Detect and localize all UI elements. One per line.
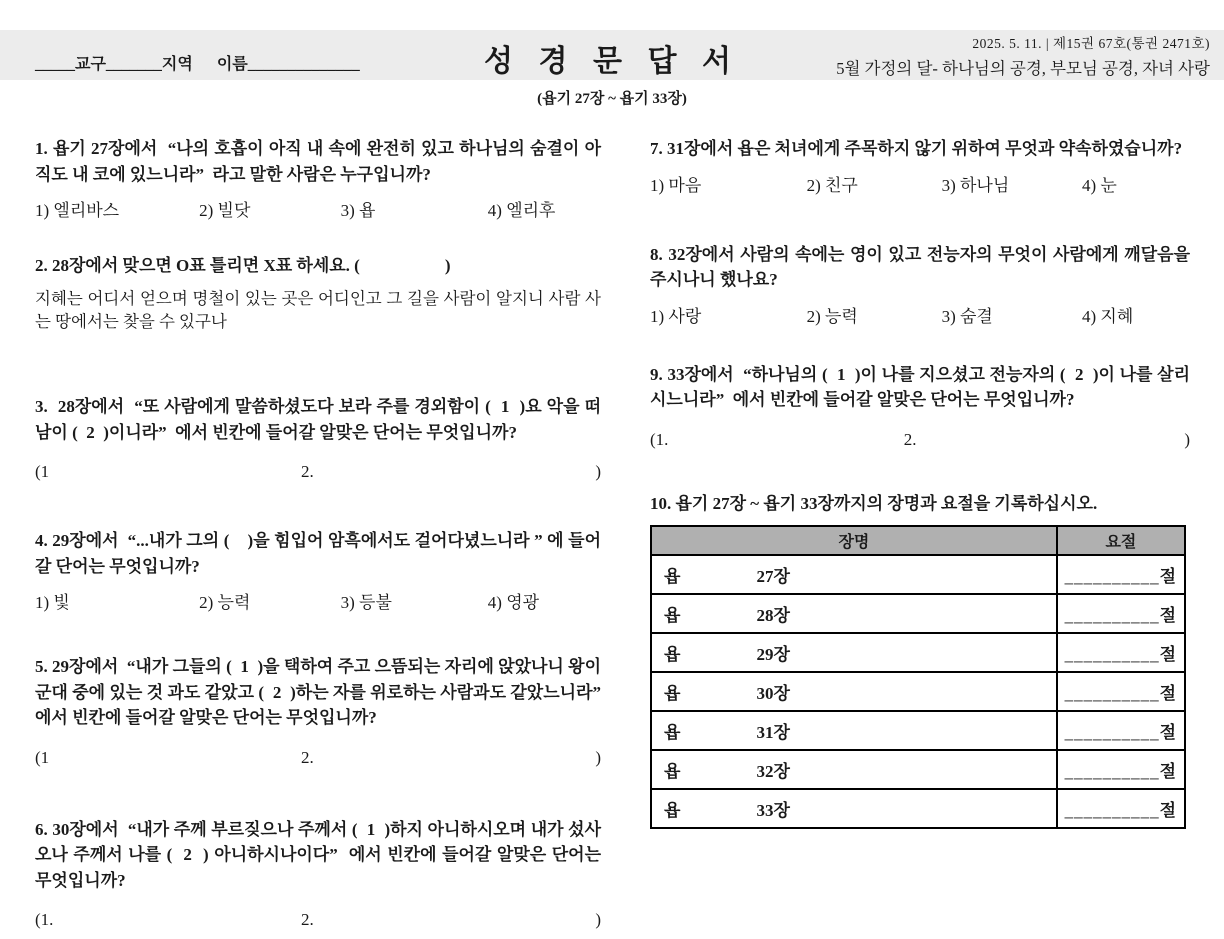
verse-unit-label: 절 [1159, 645, 1176, 664]
book-label: 욥 [664, 645, 681, 664]
book-label: 욥 [664, 684, 681, 703]
verse-blank: __________ [1064, 645, 1160, 664]
table-row [651, 672, 1185, 711]
answer-blank-close: ) [595, 910, 601, 930]
answer-blank-line [35, 748, 601, 768]
verse-unit-label: 절 [1159, 684, 1176, 703]
book-label: 욥 [664, 762, 681, 781]
column-header-key-verse: 요절 [1057, 526, 1185, 555]
option-2: 2) 능력 [806, 306, 858, 326]
answer-blank-1: (1. [650, 429, 669, 449]
chapter-label: 28장 [756, 606, 790, 625]
answer-blank-close: ) [1184, 429, 1190, 449]
question-options [35, 588, 601, 613]
option-4: 4) 엘리후 [487, 201, 556, 220]
left-column [35, 130, 610, 930]
option-1: 1) 사랑 [650, 306, 702, 326]
question-3 [35, 394, 601, 482]
option-1: 1) 마음 [650, 175, 702, 195]
option-3: 3) 등불 [340, 593, 392, 613]
verse-unit-label: 절 [1159, 801, 1176, 820]
name-fields: _____교구_______지역 이름______________ [35, 56, 360, 73]
chapter-name-cell [651, 672, 1057, 711]
answer-blank-1: (1. [35, 910, 54, 930]
verse-unit-label: 절 [1159, 567, 1176, 586]
question-5 [35, 654, 610, 768]
option-2: 2) 친구 [806, 175, 858, 195]
option-4: 4) 영광 [487, 593, 540, 613]
verse-blank-cell [1057, 672, 1185, 711]
table-row [651, 750, 1185, 789]
chapter-name-cell [651, 789, 1057, 828]
question-text: 9. 33장에서 “하나님의 ( 1 )이 나를 지으셨고 전능자의 ( 2 )이 나를 살리시느니라” 에서 빈칸에 들어갈 알맞은 단어는 무엇입니까? [650, 364, 1190, 409]
option-3: 3) 하나님 [941, 175, 1010, 195]
answer-blank-2: 2. [301, 910, 314, 930]
question-4 [35, 528, 601, 613]
answer-blank-1: (1 [35, 747, 50, 767]
answer-blank-close: ) [595, 747, 601, 767]
verse-blank: __________ [1064, 567, 1160, 586]
book-label: 욥 [664, 606, 681, 625]
question-passage: 지혜는 어디서 얻으며 명철이 있는 곳은 어디인고 그 길을 사람이 알지니 사람 사는 땅에서는 찾을 수 있구나 [35, 288, 601, 332]
question-8 [650, 242, 1195, 327]
verse-blank-cell [1057, 633, 1185, 672]
verse-blank-cell [1057, 711, 1185, 750]
chapter-name-cell [651, 555, 1057, 594]
table-row [651, 789, 1185, 828]
verse-blank-cell [1057, 750, 1185, 789]
chapter-name-cell [651, 594, 1057, 633]
verse-blank: __________ [1064, 723, 1160, 742]
right-column [650, 130, 1195, 829]
answer-blank-2: 2. [301, 747, 314, 767]
answer-blank-line [35, 462, 601, 482]
question-6 [35, 817, 606, 931]
answer-blank-1: (1 [35, 462, 50, 482]
verse-blank-cell [1057, 594, 1185, 633]
question-text: 8. 32장에서 사람의 속에는 영이 있고 전능자의 무엇이 사람에게 깨달음을 주시나니 했나요? [650, 244, 1195, 289]
table-row [651, 555, 1185, 594]
question-options [650, 171, 1190, 196]
table-row [651, 711, 1185, 750]
chapter-label: 29장 [756, 645, 790, 664]
scripture-range-subtitle: (욥기 27장 ~ 욥기 33장) [537, 91, 687, 107]
verse-unit-label: 절 [1159, 606, 1176, 625]
answer-blank-line [650, 430, 1190, 450]
option-3: 3) 욥 [340, 201, 376, 220]
question-text: 7. 31장에서 욥은 처녀에게 주목하지 않기 위하여 무엇과 약속하였습니까? [650, 139, 1183, 158]
answer-blank-2: 2. [301, 462, 314, 482]
verse-blank: __________ [1064, 684, 1160, 703]
answer-blank-line [35, 910, 601, 930]
verse-blank-cell [1057, 789, 1185, 828]
option-1: 1) 엘리바스 [35, 201, 120, 220]
option-4: 4) 지혜 [1081, 306, 1134, 326]
page-title: 성 경 문 답 서 [484, 45, 740, 78]
question-text: 2. 28장에서 맞으면 O표 틀리면 X표 하세요. ( ) [35, 256, 451, 275]
answer-blank-2: 2. [903, 429, 917, 449]
question-7 [650, 136, 1190, 196]
verse-blank: __________ [1064, 801, 1160, 820]
question-text: 1. 욥기 27장에서 “나의 호흡이 아직 내 속에 완전히 있고 하나님의 숨결이 아직도 내 코에 있느니라” 라고 말한 사람은 누구입니까? [35, 139, 601, 184]
question-1 [35, 136, 601, 221]
question-options [650, 302, 1190, 327]
chapter-label: 31장 [756, 723, 790, 742]
book-label: 욥 [664, 567, 681, 586]
chapter-name-cell [651, 633, 1057, 672]
answer-blank-close: ) [595, 462, 601, 482]
monthly-theme-line: 5월 가정의 달- 하나님의 공경, 부모님 공경, 자녀 사랑 [836, 59, 1210, 78]
chapter-name-cell [651, 750, 1057, 789]
question-text: 4. 29장에서 “...내가 그의 ( )을 힘입어 암흑에서도 걸어다녔느니라 ” 에 들어갈 단어는 무엇입니까? [35, 531, 601, 576]
table-row [651, 633, 1185, 672]
chapter-label: 27장 [756, 567, 790, 586]
header-band [0, 30, 1224, 80]
verse-blank: __________ [1064, 762, 1160, 781]
option-3: 3) 숨결 [941, 306, 993, 326]
book-label: 욥 [664, 801, 681, 820]
issue-info [836, 32, 1210, 79]
option-4: 4) 눈 [1081, 175, 1117, 195]
verse-blank: __________ [1064, 606, 1160, 625]
issue-date-line: 2025. 5. 11. | 제15권 67호(통권 2471호) [972, 36, 1210, 51]
question-text: 3. 28장에서 “또 사람에게 말씀하셨도다 보라 주를 경외함이 ( 1 )요 악을 떠남이 ( 2 )이니라” 에서 빈칸에 들어갈 알맞은 단어는 무엇입니까? [35, 397, 601, 442]
table-row [651, 594, 1185, 633]
question-text: 10. 욥기 27장 ~ 욥기 33장까지의 장명과 요절을 기록하십시오. [650, 493, 1098, 513]
verse-blank-cell [1057, 555, 1185, 594]
question-options [35, 196, 601, 221]
question-9 [650, 362, 1190, 450]
column-header-chapter-title: 장명 [651, 526, 1057, 555]
option-1: 1) 빛 [35, 593, 70, 613]
chapter-label: 30장 [756, 684, 790, 703]
chapter-verse-table [650, 525, 1186, 829]
verse-unit-label: 절 [1159, 762, 1176, 781]
verse-unit-label: 절 [1159, 723, 1176, 742]
question-text: 5. 29장에서 “내가 그들의 ( 1 )을 택하여 주고 으뜸되는 자리에 앉았나니 왕이 군대 중에 있는 것 과도 같았고 ( 2 )하는 자를 위로하는 사람과도 같았느니라” 에서 빈칸에 들어갈 알맞은 단어는 무엇입니까? [35, 657, 610, 728]
question-text: 6. 30장에서 “내가 주께 부르짖으나 주께서 ( 1 )하지 아니하시오며 내가 섰사오나 주께서 나를 ( 2 ) 아니하시나이다” 에서 빈칸에 들어갈 알맞은 단어는 무엇입니까? [35, 819, 606, 890]
option-2: 2) 능력 [199, 593, 251, 613]
question-2 [35, 253, 601, 334]
chapter-name-cell [651, 711, 1057, 750]
option-2: 2) 빌닷 [199, 201, 251, 220]
chapter-label: 33장 [756, 801, 790, 820]
book-label: 욥 [664, 723, 681, 742]
chapter-label: 32장 [756, 762, 790, 781]
question-10 [650, 491, 1190, 830]
table-header-row [651, 526, 1185, 555]
